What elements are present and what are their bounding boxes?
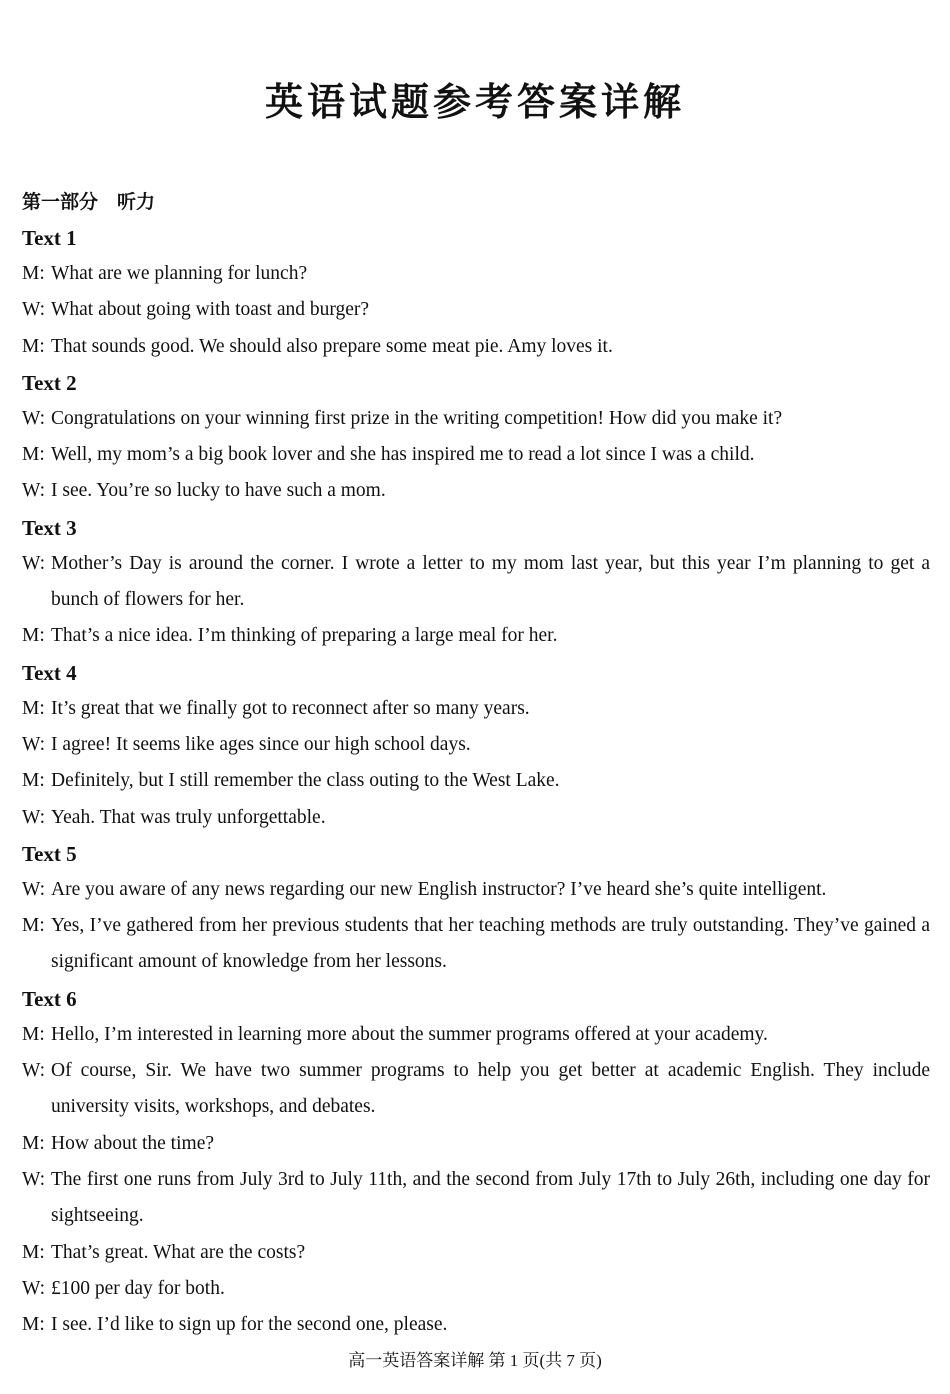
dialogue-text: It’s great that we finally got to reconnect after so many years. bbox=[51, 697, 530, 719]
dialogue-line bbox=[22, 618, 930, 654]
dialogue-line bbox=[22, 292, 930, 328]
dialogue-line bbox=[22, 1017, 930, 1053]
text-block bbox=[22, 510, 930, 655]
dialogue-text: Yes, I’ve gathered from her previous students that her teaching methods are truly outstanding. They’ve gained a significant amount of knowledge from her lessons. bbox=[51, 915, 930, 973]
speaker-label: M: bbox=[22, 1132, 45, 1154]
section-heading: 第一部分 听力 bbox=[22, 191, 156, 213]
dialogue-line bbox=[22, 256, 930, 292]
speaker-label: M: bbox=[22, 1241, 45, 1263]
dialogue-text: I see. You’re so lucky to have such a mom. bbox=[51, 480, 386, 502]
speaker-label: W: bbox=[22, 733, 46, 755]
dialogue-text: Yeah. That was truly unforgettable. bbox=[51, 806, 326, 828]
dialogue-line bbox=[22, 1053, 930, 1126]
speaker-label: M: bbox=[22, 1023, 45, 1045]
text-heading: Text 4 bbox=[22, 660, 77, 685]
speaker-label: M: bbox=[22, 444, 45, 466]
speaker-label: W: bbox=[22, 1168, 46, 1190]
text-block bbox=[22, 836, 930, 981]
speaker-label: M: bbox=[22, 1314, 45, 1336]
answer-content bbox=[22, 184, 930, 1343]
dialogue-text: That’s a nice idea. I’m thinking of preparing a large meal for her. bbox=[51, 625, 558, 647]
text-block bbox=[22, 655, 930, 836]
dialogue-line bbox=[22, 763, 930, 799]
speaker-label: M: bbox=[22, 263, 45, 284]
dialogue-line bbox=[22, 437, 930, 473]
text-heading: Text 1 bbox=[22, 226, 77, 250]
dialogue-line bbox=[22, 329, 930, 365]
speaker-label: W: bbox=[22, 480, 46, 502]
dialogue-text: How about the time? bbox=[51, 1132, 214, 1154]
dialogue-text: Congratulations on your winning first prize in the writing competition! How did you make it? bbox=[51, 407, 783, 429]
dialogue-text: Definitely, but I still remember the class outing to the West Lake. bbox=[51, 770, 560, 792]
text-heading: Text 5 bbox=[22, 841, 77, 866]
speaker-label: W: bbox=[22, 878, 46, 900]
text-heading: Text 6 bbox=[22, 986, 77, 1011]
dialogue-text: Are you aware of any news regarding our new English instructor? I’ve heard she’s quite intelligent. bbox=[51, 878, 827, 900]
speaker-label: M: bbox=[22, 697, 45, 719]
dialogue-text: That sounds good. We should also prepare some meat pie. Amy loves it. bbox=[51, 335, 613, 357]
dialogue-line bbox=[22, 1235, 930, 1271]
speaker-label: M: bbox=[22, 625, 45, 647]
dialogue-text: Mother’s Day is around the corner. I wrote a letter to my mom last year, but this year I’m planning to get a bunch of flowers for her. bbox=[51, 552, 930, 611]
dialogue-line bbox=[22, 908, 930, 981]
listening-texts bbox=[22, 220, 930, 1343]
speaker-label: M: bbox=[22, 335, 45, 357]
dialogue-line bbox=[22, 800, 930, 836]
dialogue-line bbox=[22, 727, 930, 763]
dialogue-text: Of course, Sir. We have two summer programs to help you get better at academic English. They include university visits, workshops, and debates. bbox=[51, 1060, 930, 1118]
text-heading: Text 2 bbox=[22, 370, 77, 395]
dialogue-text: The first one runs from July 3rd to July 11th, and the second from July 17th to July 26th, including one day for sightseeing. bbox=[51, 1168, 930, 1227]
speaker-label: W: bbox=[22, 299, 46, 321]
dialogue-line bbox=[22, 546, 930, 619]
dialogue-text: What about going with toast and burger? bbox=[51, 299, 370, 321]
speaker-label: W: bbox=[22, 552, 46, 574]
dialogue-line bbox=[22, 1271, 930, 1307]
dialogue-text: Hello, I’m interested in learning more about the summer programs offered at your academy. bbox=[51, 1023, 768, 1045]
dialogue-line bbox=[22, 1307, 930, 1343]
page-footer: 高一英语答案详解 第 1 页(共 7 页) bbox=[348, 1351, 602, 1370]
speaker-label: W: bbox=[22, 1060, 46, 1082]
speaker-label: W: bbox=[22, 806, 46, 828]
text-block bbox=[22, 220, 930, 365]
speaker-label: W: bbox=[22, 407, 46, 429]
text-block bbox=[22, 981, 930, 1344]
dialogue-text: I agree! It seems like ages since our high school days. bbox=[51, 733, 471, 755]
speaker-label: M: bbox=[22, 915, 45, 937]
dialogue-line bbox=[22, 872, 930, 908]
text-block bbox=[22, 365, 930, 510]
speaker-label: M: bbox=[22, 770, 45, 792]
page-title: 英语试题参考答案详解 bbox=[264, 80, 685, 124]
dialogue-text: What are we planning for lunch? bbox=[51, 263, 308, 284]
dialogue-text: Well, my mom’s a big book lover and she has inspired me to read a lot since I was a child. bbox=[51, 444, 755, 466]
dialogue-line bbox=[22, 1126, 930, 1162]
dialogue-text: I see. I’d like to sign up for the second one, please. bbox=[51, 1314, 448, 1336]
dialogue-text: That’s great. What are the costs? bbox=[51, 1241, 306, 1263]
speaker-label: W: bbox=[22, 1277, 46, 1299]
dialogue-line bbox=[22, 691, 930, 727]
dialogue-line bbox=[22, 1162, 930, 1235]
dialogue-line bbox=[22, 401, 930, 437]
dialogue-line bbox=[22, 473, 930, 509]
dialogue-text: £100 per day for both. bbox=[51, 1277, 225, 1299]
text-heading: Text 3 bbox=[22, 515, 77, 540]
